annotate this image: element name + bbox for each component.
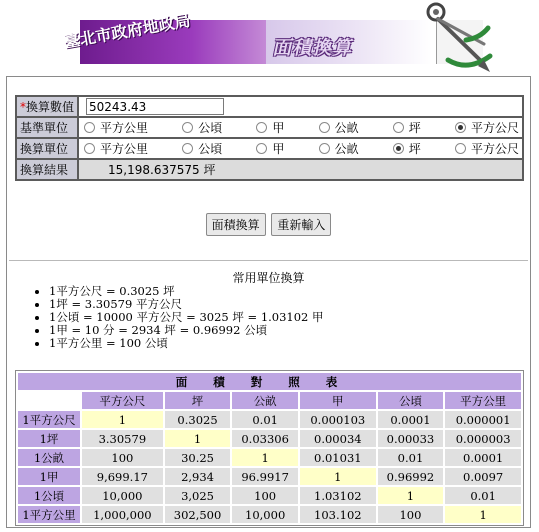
target-unit-option[interactable] [453, 140, 519, 157]
target-unit-cell [78, 138, 523, 159]
row-header: 1坪 [18, 430, 80, 447]
table-cell: 302,500 [165, 506, 231, 523]
conversion-form [15, 95, 524, 181]
target-unit-row [16, 138, 523, 159]
base-unit-label: 基準單位 [16, 117, 78, 138]
base-unit-option-label: 甲 [272, 121, 285, 135]
base-unit-radio[interactable] [393, 122, 404, 133]
table-cell: 0.01 [378, 449, 444, 466]
converter-panel [6, 76, 531, 528]
app-title: 面積換算 [271, 37, 357, 59]
input-row [16, 96, 523, 117]
table-cell: 1,000,000 [82, 506, 163, 523]
reset-button[interactable]: 重新輸入 [271, 213, 331, 236]
base-unit-option-label: 坪 [408, 121, 421, 135]
base-unit-option[interactable] [453, 119, 519, 136]
target-unit-radio[interactable] [393, 143, 404, 154]
table-cell: 1.03102 [300, 487, 376, 504]
base-unit-radio[interactable] [319, 122, 330, 133]
base-unit-option[interactable] [254, 119, 284, 136]
table-cell: 100 [378, 506, 444, 523]
table-row [18, 468, 521, 485]
row-header: 1公頃 [18, 487, 80, 504]
target-unit-option[interactable] [317, 140, 359, 157]
table-cell: 0.0097 [445, 468, 521, 485]
base-unit-row [16, 117, 523, 138]
input-label-cell [16, 96, 78, 117]
table-cell: 1 [82, 411, 163, 428]
table-cell: 0.0001 [378, 411, 444, 428]
input-label: 換算數值 [26, 100, 75, 114]
base-unit-radio[interactable] [182, 122, 193, 133]
table-cell: 3,025 [165, 487, 231, 504]
base-unit-option-label: 公畝 [334, 121, 359, 135]
table-row [18, 449, 521, 466]
table-cell: 0.01 [445, 487, 521, 504]
table-cell: 0.000003 [445, 430, 521, 447]
common-unit-item: • 1坪 = 3.30579 平方公尺 [49, 298, 324, 311]
table-cell: 0.03306 [232, 430, 298, 447]
table-row [18, 430, 521, 447]
base-unit-option[interactable] [317, 119, 359, 136]
target-unit-option-label: 公畝 [334, 142, 359, 156]
table-cell: 96.9917 [232, 468, 298, 485]
base-unit-option[interactable] [82, 119, 148, 136]
common-unit-item: • 1公頃 = 10000 平方公尺 = 3025 坪 = 1.03102 甲 [49, 311, 324, 324]
table-cell: 0.96992 [378, 468, 444, 485]
base-unit-radio-group [82, 119, 519, 136]
target-unit-option-label: 平方公里 [100, 142, 149, 156]
common-unit-item: • 1平方公里 = 100 公頃 [49, 337, 324, 350]
agency-name: 臺北市政府地政局 [62, 10, 192, 52]
result-row [16, 159, 523, 180]
table-cell: 0.000001 [445, 411, 521, 428]
target-unit-label: 換算單位 [16, 138, 78, 159]
common-units-title: 常用單位換算 [232, 271, 305, 285]
target-unit-option-label: 坪 [408, 142, 421, 156]
table-cell: 100 [232, 487, 298, 504]
table-cell: 1 [165, 430, 231, 447]
target-unit-option[interactable] [180, 140, 222, 157]
table-cell: 100 [82, 449, 163, 466]
table-header-row [18, 392, 521, 409]
target-unit-radio[interactable] [84, 143, 95, 154]
base-unit-radio[interactable] [84, 122, 95, 133]
target-unit-option-label: 平方公尺 [470, 142, 519, 156]
table-cell: 103.102 [300, 506, 376, 523]
result-value: 15,198.637575 坪 [108, 163, 216, 177]
common-unit-item: • 1平方公尺 = 0.3025 坪 [49, 285, 324, 298]
common-unit-item: • 1甲 = 10 分 = 2934 坪 = 0.96992 公頃 [49, 324, 324, 337]
table-cell: 0.3025 [165, 411, 231, 428]
table-cell: 2,934 [165, 468, 231, 485]
row-header: 1甲 [18, 468, 80, 485]
table-cell: 10,000 [232, 506, 298, 523]
target-unit-radio[interactable] [182, 143, 193, 154]
target-unit-radio[interactable] [319, 143, 330, 154]
result-cell [78, 159, 523, 180]
table-cell: 1 [445, 506, 521, 523]
section-divider [9, 260, 528, 261]
table-cell: 3.30579 [82, 430, 163, 447]
table-cell: 0.0001 [445, 449, 521, 466]
column-header: 坪 [165, 392, 231, 409]
row-header: 1公畝 [18, 449, 80, 466]
target-unit-radio[interactable] [455, 143, 466, 154]
table-row [18, 506, 521, 523]
base-unit-cell [78, 117, 523, 138]
area-conversion-table [15, 370, 524, 526]
base-unit-radio[interactable] [455, 122, 466, 133]
column-header: 甲 [300, 392, 376, 409]
table-cell: 1 [300, 468, 376, 485]
base-unit-option-label: 平方公尺 [470, 121, 519, 135]
conversion-value-input[interactable] [86, 98, 224, 115]
table-row [18, 411, 521, 428]
table-cell: 0.01031 [300, 449, 376, 466]
input-value-cell [78, 96, 523, 117]
table-caption: 面積對照表 [18, 373, 521, 390]
action-buttons [7, 213, 530, 236]
base-unit-radio[interactable] [256, 122, 267, 133]
base-unit-option[interactable] [391, 119, 421, 136]
drafting-compass-icon [418, 0, 498, 76]
table-cell: 30.25 [165, 449, 231, 466]
column-header: 公頃 [378, 392, 444, 409]
target-unit-option[interactable] [254, 140, 284, 157]
required-mark: * [20, 100, 26, 114]
common-units-list [31, 285, 324, 350]
target-unit-option-label: 公頃 [198, 142, 223, 156]
target-unit-radio-group [82, 140, 519, 157]
header-banner [0, 0, 539, 76]
table-corner-cell [18, 392, 80, 409]
base-unit-option-label: 平方公里 [100, 121, 149, 135]
base-unit-option[interactable] [180, 119, 222, 136]
target-unit-option[interactable] [391, 140, 421, 157]
row-header: 1平方公里 [18, 506, 80, 523]
table-row [18, 487, 521, 504]
base-unit-option-label: 公頃 [198, 121, 223, 135]
table-cell: 0.000103 [300, 411, 376, 428]
convert-button[interactable]: 面積換算 [206, 213, 266, 236]
column-header: 平方公尺 [82, 392, 163, 409]
table-cell: 1 [232, 449, 298, 466]
column-header: 平方公里 [445, 392, 521, 409]
table-cell: 1 [378, 487, 444, 504]
table-cell: 0.00033 [378, 430, 444, 447]
table-cell: 9,699.17 [82, 468, 163, 485]
table-cell: 0.01 [232, 411, 298, 428]
target-unit-option-label: 甲 [272, 142, 285, 156]
table-caption-row [18, 373, 521, 390]
result-label: 換算結果 [16, 159, 78, 180]
target-unit-radio[interactable] [256, 143, 267, 154]
table-cell: 10,000 [82, 487, 163, 504]
target-unit-option[interactable] [82, 140, 148, 157]
row-header: 1平方公尺 [18, 411, 80, 428]
column-header: 公畝 [232, 392, 298, 409]
table-cell: 0.00034 [300, 430, 376, 447]
